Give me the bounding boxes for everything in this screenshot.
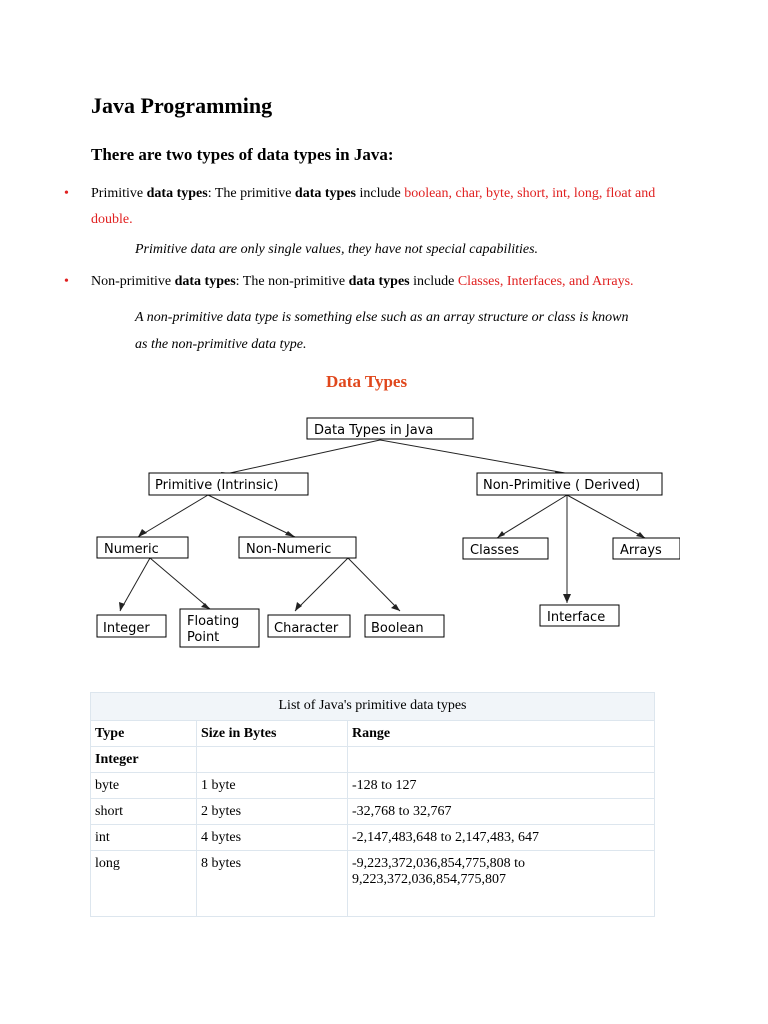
bullet-text: Non-primitive <box>91 274 175 289</box>
table-cell <box>197 747 348 773</box>
svg-text:Classes: Classes <box>470 543 519 558</box>
svg-text:Non-Primitive ( Derived): Non-Primitive ( Derived) <box>483 478 641 493</box>
bullet-text: : The non-primitive <box>235 274 349 289</box>
section-heading: There are two types of data types in Java: <box>91 145 394 164</box>
svg-text:Data Types in Java: Data Types in Java <box>314 423 434 438</box>
node-floating-point <box>180 609 259 647</box>
table-cell: long <box>91 851 197 917</box>
bullet-bold: data types <box>146 186 208 201</box>
svg-text:Arrays: Arrays <box>620 543 662 558</box>
svg-text:Boolean: Boolean <box>371 621 424 636</box>
diagram-title: Data Types <box>326 372 408 391</box>
svg-text:Integer: Integer <box>103 621 150 636</box>
diagram-connectors <box>120 440 645 611</box>
table-cell: 4 bytes <box>197 825 348 851</box>
node-arrays <box>613 538 680 559</box>
primitive-note: Primitive data are only single values, they have not special capabilities. <box>135 242 539 257</box>
column-header: Size in Bytes <box>197 721 348 747</box>
range-line: 9,223,372,036,854,775,807 <box>352 872 506 887</box>
bullet-bold: data types <box>294 186 356 201</box>
node-classes <box>463 538 548 559</box>
table-cell <box>348 747 655 773</box>
node-character <box>268 615 350 637</box>
table-cell: short <box>91 799 197 825</box>
bullet-primitive <box>64 181 691 233</box>
table-header-row <box>91 721 655 747</box>
table-group-row <box>91 747 655 773</box>
bullet-dot-icon: • <box>64 186 69 201</box>
node-numeric <box>97 537 188 558</box>
bullet-bold: data types <box>348 274 410 289</box>
svg-text:Non-Numeric: Non-Numeric <box>246 542 332 557</box>
table-caption: List of Java's primitive data types <box>90 692 655 720</box>
table-cell: -32,768 to 32,767 <box>348 799 655 825</box>
svg-text:Character: Character <box>274 621 339 636</box>
bullet-non-primitive <box>64 269 691 295</box>
table-row <box>91 799 655 825</box>
column-header: Type <box>91 721 197 747</box>
svg-text:Primitive (Intrinsic): Primitive (Intrinsic) <box>155 478 279 493</box>
node-boolean <box>365 615 444 637</box>
table-cell: int <box>91 825 197 851</box>
bullet-text: : The primitive <box>207 186 295 201</box>
page-title: Java Programming <box>91 93 273 118</box>
note-line: as the non-primitive data type. <box>135 337 307 352</box>
table-cell: -128 to 127 <box>348 773 655 799</box>
table-row <box>91 851 655 917</box>
node-root <box>307 418 473 439</box>
bullet-highlight: Classes, Interfaces, and Arrays. <box>457 274 634 289</box>
table-cell: 2 bytes <box>197 799 348 825</box>
table-cell: 8 bytes <box>197 851 348 917</box>
bullet-highlight: boolean, char, byte, short, int, long, float and double. <box>91 186 656 227</box>
bullet-text: include <box>355 186 405 201</box>
column-header: Range <box>348 721 655 747</box>
group-label: Integer <box>91 747 197 773</box>
non-primitive-note <box>135 304 628 358</box>
node-interface <box>540 605 619 626</box>
svg-text:Interface: Interface <box>547 610 606 625</box>
table-row <box>91 825 655 851</box>
bullet-bold: data types <box>174 274 236 289</box>
node-integer <box>97 615 166 637</box>
bullet-dot-icon: • <box>64 274 69 289</box>
svg-text:Floating: Floating <box>187 614 240 629</box>
node-non-primitive <box>477 473 662 495</box>
table-cell <box>348 851 655 917</box>
node-non-numeric <box>239 537 356 558</box>
table-cell: -2,147,483,648 to 2,147,483, 647 <box>348 825 655 851</box>
range-line: -9,223,372,036,854,775,808 to <box>352 856 526 871</box>
table-cell: 1 byte <box>197 773 348 799</box>
svg-text:Point: Point <box>187 630 220 645</box>
table-row <box>91 773 655 799</box>
bullet-text: include <box>409 274 458 289</box>
svg-text:Numeric: Numeric <box>104 542 159 557</box>
table-cell: byte <box>91 773 197 799</box>
bullet-text: Primitive <box>91 186 147 201</box>
primitive-types-table <box>90 692 655 917</box>
note-line: A non-primitive data type is something else such as an array structure or class is known <box>135 310 629 325</box>
data-types-diagram <box>90 360 680 660</box>
node-primitive <box>149 473 308 495</box>
